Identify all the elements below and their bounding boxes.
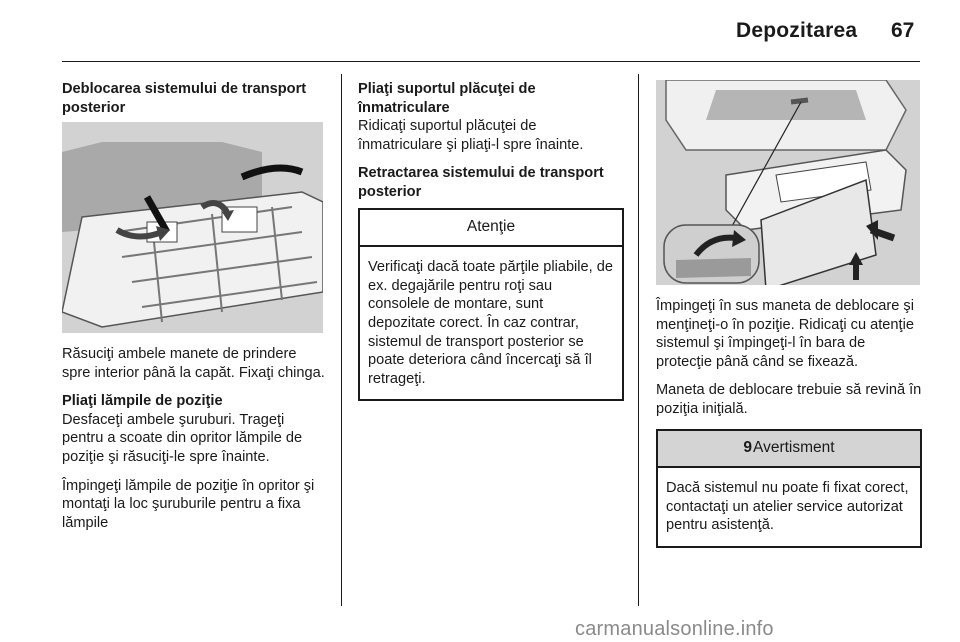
figure-rear-carrier-unlock	[62, 122, 323, 333]
page-number: 67	[891, 19, 915, 42]
watermark-logo: carmanualsonline.info	[575, 618, 774, 640]
warning-text: Dacă sistemul nu poate fi fixat corect, contactaţi un atelier service autorizat pentru asistenţă.	[666, 480, 909, 534]
header-divider	[62, 61, 920, 62]
paragraph-remove-screws: Desfaceţi ambele şuruburi. Trageţi pentru a scoate din opritor lămpile de poziţie şi răsuciţi-le spre înainte.	[62, 411, 303, 465]
section-heading-unlock: Deblocarea sistemului de transport posterior	[62, 81, 307, 116]
column-divider-1	[341, 74, 342, 606]
paragraph-lift-plate: Ridicaţi suportul plăcuţei de înmatriculare şi pliaţi-l spre înainte.	[358, 118, 584, 153]
column-3-body	[656, 297, 922, 548]
warning-icon: 9	[743, 438, 753, 456]
paragraph-push-lamps: Împingeţi lămpile de poziţie în opritor şi montaţi la loc şuruburile pentru a fixa lămpile	[62, 477, 315, 531]
notice-title: Atenţie	[360, 210, 622, 248]
warning-title: Avertisment	[753, 438, 835, 456]
section-heading-fold-plate: Pliaţi suportul plăcuţei de înmatriculare	[358, 81, 536, 116]
warning-heading	[658, 431, 920, 469]
column-2	[358, 80, 624, 401]
section-heading-retract: Retractarea sistemului de transport posterior	[358, 165, 604, 200]
warning-box	[656, 429, 922, 548]
column-divider-2	[638, 74, 639, 606]
column-1-body	[62, 345, 328, 542]
running-header-title: Depozitarea	[736, 19, 858, 42]
notice-box	[358, 208, 624, 402]
paragraph-lever-returns: Maneta de deblocare trebuie să revină în poziţia iniţială.	[656, 382, 922, 417]
paragraph-twist-handles: Răsuciţi ambele manete de prindere spre interior până la capăt. Fixaţi chinga.	[62, 346, 325, 381]
release-lever-illustration	[656, 80, 920, 285]
notice-text: Verificaţi dacă toate părţile pliabile, de ex. degajările pentru roţi sau consolele de montare, sunt depozitate corect. În caz contrar, sistemul de transport posterior se poate deteriora când încercaţi să îl retrageţi.	[368, 259, 614, 387]
figure-release-lever	[656, 80, 920, 285]
section-heading-fold-lamps: Pliaţi lămpile de poziţie	[62, 393, 223, 410]
column-1	[62, 80, 328, 127]
paragraph-push-lever: Împingeţi în sus maneta de deblocare şi menţineţi-o în poziţie. Ridicaţi cu atenţie sistemul şi împingeţi-l în bara de protecţie până când se fixează.	[656, 298, 914, 370]
rear-carrier-illustration	[62, 122, 323, 333]
